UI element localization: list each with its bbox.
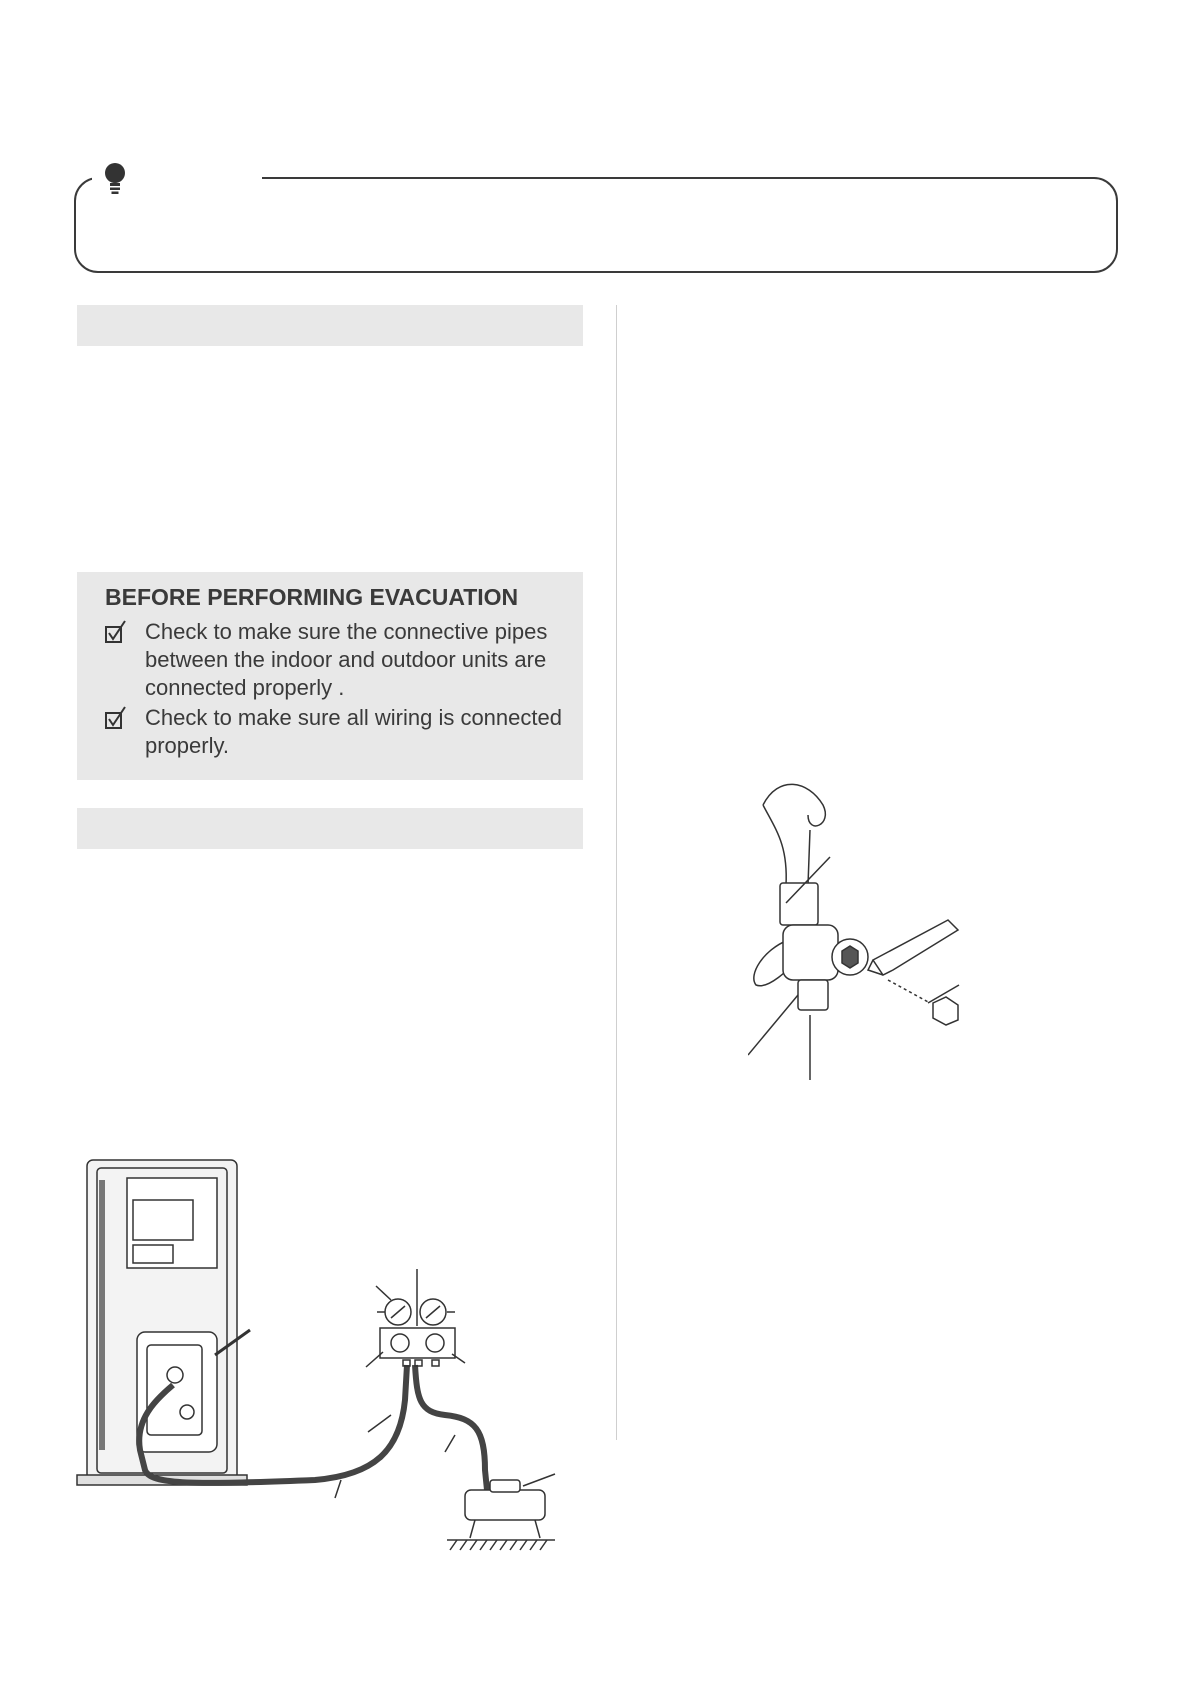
evacuation-checklist xyxy=(77,572,583,780)
checkbox-checked-icon xyxy=(105,620,127,644)
valve-cap xyxy=(933,997,958,1025)
hex-wrench xyxy=(868,920,958,975)
section-heading-bar-top xyxy=(77,305,583,346)
valve-bottom-nut xyxy=(798,980,828,1010)
checklist-item-text: Check to make sure all wiring is connected properly. xyxy=(145,705,562,758)
evacuation-setup-illustration xyxy=(75,1150,575,1560)
checklist-item xyxy=(105,618,563,702)
outdoor-unit-illustration xyxy=(77,1160,250,1485)
section-heading-bar-bottom xyxy=(77,808,583,849)
service-valve-illustration xyxy=(748,775,1048,1095)
valve-hex-socket xyxy=(842,946,858,968)
valve-body xyxy=(783,925,838,980)
checkbox-checked-icon xyxy=(105,706,127,730)
checklist-item-text: Check to make sure the connective pipes between the indoor and outdoor units are connected properly . xyxy=(145,619,548,700)
refrigerant-pipe xyxy=(763,784,825,885)
column-divider xyxy=(616,305,617,1440)
checklist-item xyxy=(105,704,563,760)
lightbulb-icon xyxy=(100,161,130,197)
note-box xyxy=(74,177,1118,273)
checklist-title: BEFORE PERFORMING EVACUATION xyxy=(105,584,519,610)
charge-hose-pump xyxy=(415,1365,487,1490)
vacuum-pump-illustration xyxy=(447,1480,555,1550)
